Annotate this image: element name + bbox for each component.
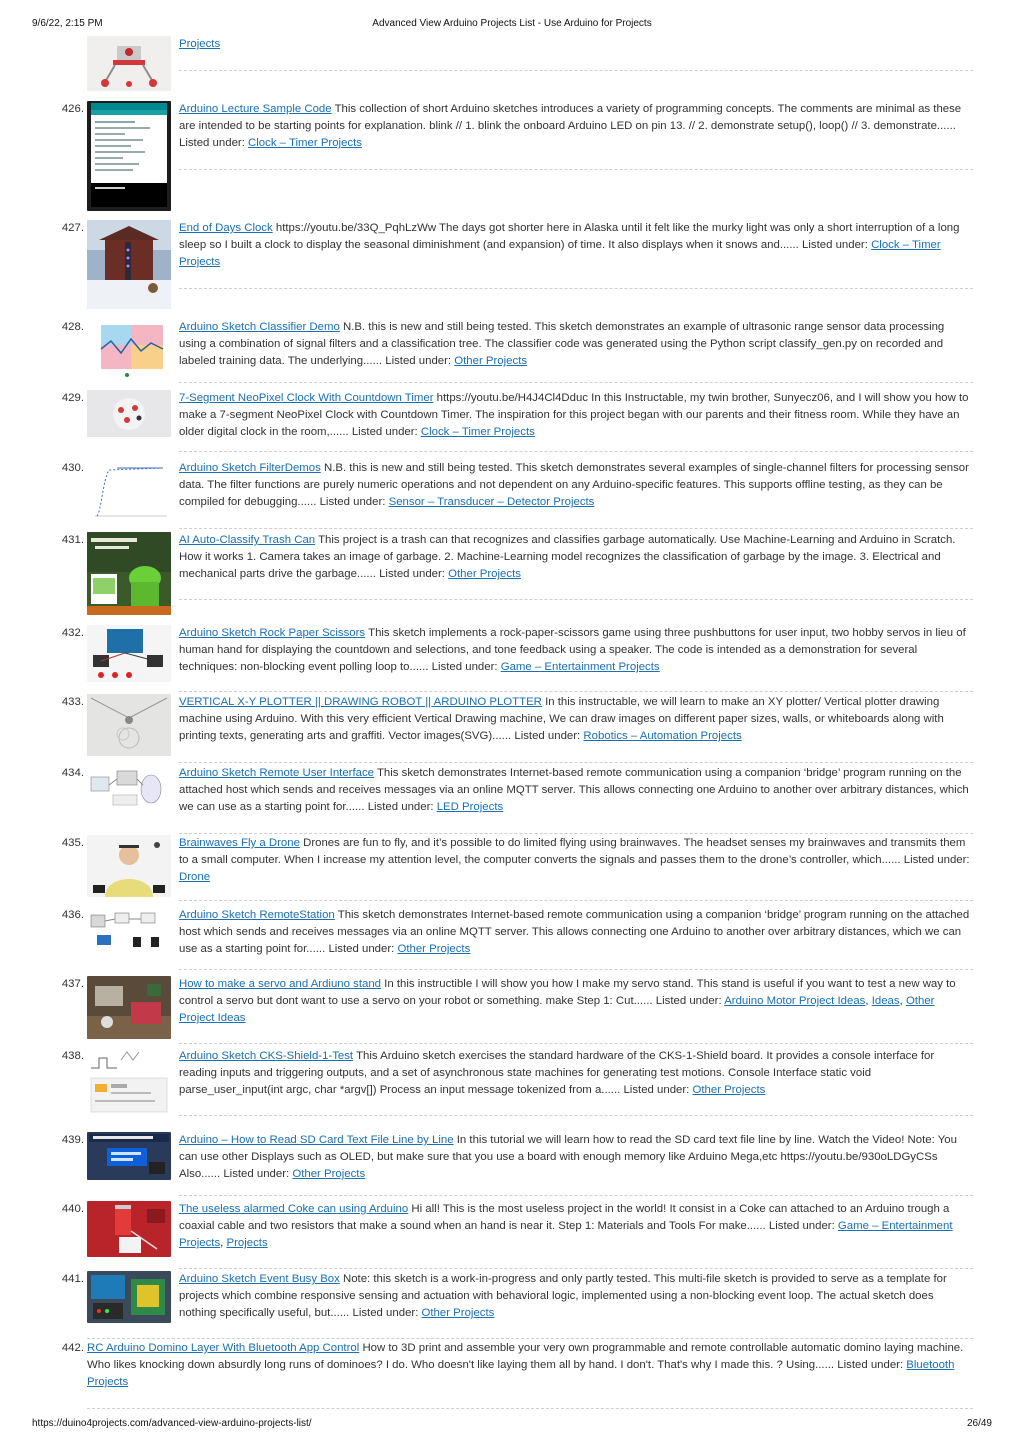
category-link[interactable]: Sensor – Transducer – Detector Projects xyxy=(388,496,595,509)
category-link[interactable]: Other Project Ideas xyxy=(179,995,935,1025)
project-description: Drones are fun to fly, and it’s possible to do limited flying using brainwaves. The headset senses my brainwaves and transmits them to a small computer. When I increase my attention level, the computer converts the signals and passes them to the drone’s controller, which...... xyxy=(179,837,966,867)
item-number: 437. xyxy=(61,978,84,990)
category-link[interactable]: Bluetooth Projects xyxy=(87,1359,955,1389)
project-description: N.B. this is new and still being tested. This sketch demonstrates an example of ultrasonic range sensor data processing using a combination of signal filters and a classification tree. The classifier code was generated using the Python script classify_gen.py on recorded and labeled training data. The underlying...... xyxy=(179,321,945,368)
item-separator xyxy=(87,1408,973,1409)
listed-under-label: Listed under: xyxy=(179,137,245,150)
item-separator xyxy=(179,691,973,692)
project-title-link[interactable]: Arduino Sketch RemoteStation xyxy=(179,909,335,921)
item-thumbnail xyxy=(87,220,171,309)
item-separator xyxy=(179,382,973,383)
project-title-link[interactable]: Arduino Sketch Remote User Interface xyxy=(179,767,374,779)
project-title-link[interactable]: Arduino Sketch Rock Paper Scissors xyxy=(179,627,366,639)
project-title-link[interactable]: Arduino Sketch CKS-Shield-1-Test xyxy=(179,1050,354,1062)
category-link[interactable]: Clock – Timer Projects xyxy=(179,239,941,269)
item-thumbnail xyxy=(87,36,171,91)
item-number: 438. xyxy=(61,1050,84,1062)
item-thumbnail xyxy=(87,532,171,615)
item-body xyxy=(179,835,973,887)
category-link[interactable]: Projects xyxy=(226,1237,268,1250)
project-title-link[interactable]: Arduino Lecture Sample Code xyxy=(179,103,332,115)
item-separator xyxy=(179,833,973,834)
item-number: 433. xyxy=(61,696,84,708)
category-link[interactable]: Clock – Timer Projects xyxy=(420,426,535,439)
project-title-link[interactable]: The useless alarmed Coke can using Arduino xyxy=(179,1203,409,1215)
page-number: 26/49 xyxy=(966,1418,992,1429)
item-body xyxy=(179,220,973,272)
item-thumbnail xyxy=(87,460,171,522)
item-body xyxy=(179,765,973,817)
item-separator xyxy=(179,599,973,600)
category-link[interactable]: Game – Entertainment Projects xyxy=(500,661,660,674)
item-thumbnail xyxy=(87,1132,171,1180)
project-description: In this instructable, we will learn to make an XY plotter/ Vertical plotter drawing machine using Arduino. With this very efficient Vertical Drawing machine, We can draw images on different paper sizes, walls, or whiteboards along with printing texts, generating arts and graffiti. Vector images(SVG)...... xyxy=(179,696,944,743)
project-title-link[interactable]: Brainwaves Fly a Drone xyxy=(179,837,300,849)
item-number: 426. xyxy=(61,103,84,115)
listed-under-label: Listed under: xyxy=(319,496,386,509)
item-number: 430. xyxy=(61,462,84,474)
item-number: 442. xyxy=(61,1342,84,1354)
category-link[interactable]: Other Projects xyxy=(454,355,528,368)
item-separator xyxy=(179,528,973,529)
item-separator xyxy=(179,762,973,763)
project-description: This sketch implements a rock-paper-scissors game using three pushbuttons for user input, two hobby servos in lieu of human hand for displaying the countdown and selections, and tone feedback using a speaker. The code is intended as a demonstration for several techniques: non-blocking event polling loop to...... xyxy=(179,627,966,674)
item-number: 432. xyxy=(61,627,84,639)
item-body xyxy=(179,1271,973,1323)
project-title-link[interactable]: 7-Segment NeoPixel Clock With Countdown Timer xyxy=(179,392,434,404)
print-page-title: Advanced View Arduino Projects List - Use Arduino for Projects xyxy=(372,18,652,29)
item-body xyxy=(179,532,973,584)
project-description: In this instructible I will show you how I make my servo stand. This stand is useful if you want to test a new way to control a servo but dont want to use a servo on your robot or something. make Step 1: Cut...... xyxy=(179,978,956,1008)
project-description: This collection of short Arduino sketches introduces a variety of programming concepts. The comments are minimal as these are intended to be starting points for explanation. blink // 1. blink the onboard Arduino LED on pin 13. // 2. demonstrate setup(), loop() // 3. demonstrate...... xyxy=(179,103,962,133)
item-thumbnail xyxy=(87,694,171,756)
category-link[interactable]: LED Projects xyxy=(436,801,504,814)
project-title-link[interactable]: AI Auto-Classify Trash Can xyxy=(179,534,316,546)
project-title-link[interactable]: Arduino Sketch Classifier Demo xyxy=(179,321,340,333)
item-number: 440. xyxy=(61,1203,84,1215)
item-body xyxy=(179,1048,973,1100)
item-separator xyxy=(179,1043,973,1044)
item-separator xyxy=(179,288,973,289)
category-link[interactable]: Robotics – Automation Projects xyxy=(583,730,742,743)
item-thumbnail xyxy=(87,1271,171,1323)
listed-under-label: Listed under: xyxy=(837,1359,904,1372)
listed-under-label: Listed under: xyxy=(514,730,581,743)
item-body xyxy=(179,694,973,746)
item-separator xyxy=(179,451,973,452)
listed-under-label: Listed under: xyxy=(431,661,498,674)
item-separator xyxy=(179,1195,973,1196)
project-description: How to 3D print and assemble your very own programmable and remote controllable automatic domino laying machine. Who likes knocking down absurdly long runs of dominoes? I do. Who doesn't like laying them all by hand. I don't. That's why I made this. ? Using...... xyxy=(87,1342,964,1372)
item-thumbnail xyxy=(87,1048,171,1118)
item-separator xyxy=(179,900,973,901)
item-body xyxy=(179,101,973,153)
category-link[interactable]: Other Projects xyxy=(692,1084,766,1097)
listed-under-label: Listed under: xyxy=(768,1220,835,1233)
item-separator xyxy=(179,969,973,970)
listed-under-label: Listed under: xyxy=(367,801,434,814)
category-link[interactable]: Other Projects xyxy=(292,1168,366,1181)
listed-under-label: Listed under: xyxy=(351,426,418,439)
category-link[interactable]: Arduino Motor Project Ideas xyxy=(724,995,866,1008)
item-body xyxy=(87,1340,973,1392)
listed-under-label: Listed under: xyxy=(802,239,868,252)
item-thumbnail xyxy=(87,101,171,211)
item-number: 428. xyxy=(61,321,84,333)
print-datetime: 9/6/22, 2:15 PM xyxy=(32,18,103,29)
item-separator xyxy=(179,169,973,170)
project-title-link[interactable]: How to make a servo and Ardiuno stand xyxy=(179,978,381,990)
item-body xyxy=(179,907,973,959)
project-description: Note: this sketch is a work-in-progress and only partly tested. This multi-file sketch is provided to serve as a template for projects which combine responsive sensing and actuation with behavioral logic, implemented using a non-blocking event loop. The actual sketch does nothing specifically useful, but...... xyxy=(179,1273,947,1320)
category-link[interactable]: Other Projects xyxy=(421,1307,495,1320)
project-title-link[interactable]: VERTICAL X-Y PLOTTER || DRAWING ROBOT || ARDUINO PLOTTER xyxy=(179,696,542,708)
project-title-link[interactable]: Arduino – How to Read SD Card Text File Line by Line xyxy=(179,1134,454,1146)
item-body: The useless alarmed Coke can using Arduino Hi all! This is the most useless project in the world! It consist in a Coke can attached to an Arduino trough a coaxial cable and two resistors that make a sound when an hand is near it. Step 1: Materials and Tools For make...... Listed under: Game – Entertainment Projects, Projects xyxy=(179,1203,953,1250)
listed-under-label: Listed under: xyxy=(352,1307,419,1320)
item-thumbnail xyxy=(87,1201,171,1257)
category-link[interactable]: Projects xyxy=(179,38,221,50)
item-thumbnail xyxy=(87,319,171,379)
project-description: N.B. this is new and still being tested. This sketch demonstrates several examples of single-channel filters for processing sensor data. The filter functions are purely numeric operations and not dependent on any Arduino-specific features. This supports offline testing, as they can be compiled for debugging...... xyxy=(179,462,969,509)
project-description: This Arduino sketch exercises the standard hardware of the CKS-1-Shield board. It provides a console interface for reading inputs and triggering outputs, and a set of asynchronous state machines for generating test motions. Console Interface static void parse_user_input(int argc, char *argv[]) Process an input message tokenized from a...... xyxy=(179,1050,935,1097)
item-number: 441. xyxy=(61,1273,84,1285)
item-thumbnail xyxy=(87,835,171,897)
category-link[interactable]: Ideas xyxy=(871,995,900,1008)
project-description: This project is a trash can that recognizes and classifies garbage automatically. Use Machine-Learning and Arduino in Scratch. How it works 1. Camera takes an image of garbage. 2. Machine-Learning model recognizes the classification of garbage by the image. 3. Electrical and mechanical parts drive the garbage...... xyxy=(179,534,956,581)
item-number: 434. xyxy=(61,767,84,779)
item-separator xyxy=(87,1338,973,1339)
listed-under-label: Listed under: xyxy=(623,1084,690,1097)
item-number: 429. xyxy=(61,392,84,404)
item-thumbnail xyxy=(87,390,171,437)
category-link[interactable]: Other Projects xyxy=(448,568,521,581)
item-body xyxy=(179,1132,973,1184)
project-description: Hi all! This is the most useless project in the world! It consist in a Coke can attached to an Arduino trough a coaxial cable and two resistors that make a sound when an hand is near it. Step 1: Materials and Tools For make...... xyxy=(179,1203,950,1233)
listed-under-label: Listed under: xyxy=(223,1168,290,1181)
item-thumbnail xyxy=(87,907,171,955)
listed-under-label: Listed under: xyxy=(385,355,452,368)
item-body xyxy=(179,460,973,512)
listed-under-label: Listed under: xyxy=(903,854,970,867)
item-separator xyxy=(179,1268,973,1269)
project-description: In this tutorial we will learn how to read the SD card text file line by line. Watch the Video! Note: You can use other Displays such as OLED, but make sure that you use a board with enough memory like Arduino Mega,etc https://youtu.be/930oLDGyCSs Also...... xyxy=(179,1134,957,1181)
item-separator xyxy=(179,70,973,71)
project-title-link[interactable]: Arduino Sketch FilterDemos xyxy=(179,462,321,474)
item-thumbnail xyxy=(87,976,171,1039)
category-link[interactable]: Drone xyxy=(179,871,211,884)
listed-under-label: Listed under: xyxy=(655,995,722,1008)
listed-under-label: Listed under: xyxy=(328,943,395,956)
category-link[interactable]: Other Projects xyxy=(397,943,471,956)
project-description: This sketch demonstrates Internet-based remote communication using a companion ‘bridge’ program running on the attached host which sends and receives messages via an online MQTT server. This allows connecting one Arduino to another over arbitrary distances, which we can use as a starting point for...... xyxy=(179,909,970,956)
item-number: 431. xyxy=(61,534,84,546)
project-description: https://youtu.be/33Q_PqhLzWw The days got shorter here in Alaska until it felt like the murky light was only a short interruption of a long sleep so I built a clock to display the seasonal diminishment (and expansion) of time. It also displays when it snows and...... xyxy=(179,222,960,252)
item-body: How to make a servo and Ardiuno stand In this instructible I will show you how I make my servo stand. This stand is useful if you want to test a new way to control a servo but dont want to use a servo on your robot or something. make Step 1: Cut...... Listed under: Arduino Motor Project Ideas, Ideas, Other Project Ideas xyxy=(179,978,956,1025)
item-body xyxy=(179,319,973,371)
item-body xyxy=(179,36,973,53)
item-body xyxy=(179,625,973,677)
project-description: This sketch demonstrates Internet-based remote communication using a companion ‘bridge’ program running on the attached host which sends and receives messages via an online MQTT server. This allows connecting one Arduino to another over arbitrary distances, which we can use as a starting point for...... xyxy=(179,767,969,814)
item-thumbnail xyxy=(87,625,171,682)
item-thumbnail xyxy=(87,765,171,813)
item-number: 427. xyxy=(61,222,84,234)
project-title-link[interactable]: End of Days Clock xyxy=(179,222,273,234)
item-separator xyxy=(179,1115,973,1116)
listed-under-label: Listed under: xyxy=(379,568,445,581)
item-number: 436. xyxy=(61,909,84,921)
project-title-link[interactable]: Arduino Sketch Event Busy Box xyxy=(179,1273,340,1285)
print-url: https://duino4projects.com/advanced-view-arduino-projects-list/ xyxy=(32,1418,312,1429)
item-number: 435. xyxy=(61,837,84,849)
project-description: https://youtu.be/H4J4Cl4Dduc In this Instructable, my twin brother, Sunyecz06, and I will show you how to make a 7-segment NeoPixel Clock with Countdown Timer. The inspiration for this project began with our parents and their fitness room. While they have an older digital clock in the room,...... xyxy=(179,392,969,439)
category-link[interactable]: Game – Entertainment Projects xyxy=(179,1220,953,1250)
project-title-link[interactable]: RC Arduino Domino Layer With Bluetooth App Control xyxy=(87,1342,360,1354)
item-body xyxy=(179,390,973,442)
category-link[interactable]: Clock – Timer Projects xyxy=(248,137,362,150)
item-number: 439. xyxy=(61,1134,84,1146)
